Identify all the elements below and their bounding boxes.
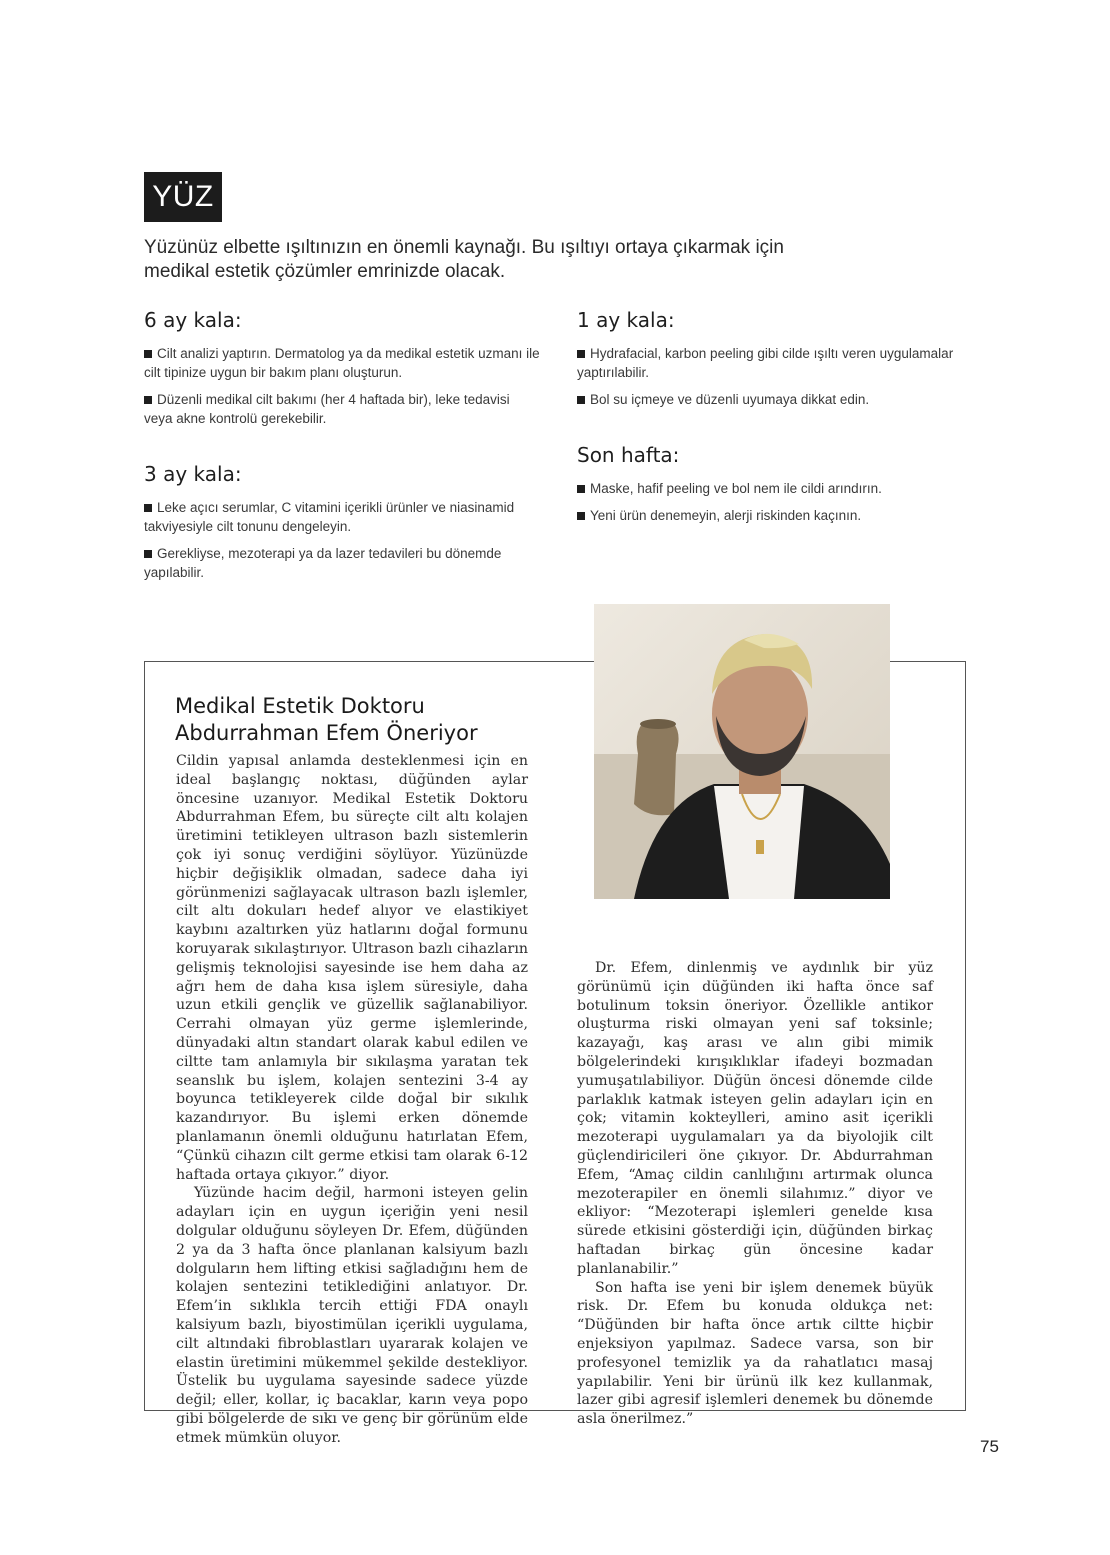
tip-item-text: Yeni ürün denemeyin, alerji riskinden kaçının. [590,508,862,523]
tip-item-text: Hydrafacial, karbon peeling gibi cilde ışıltı veren uygulamalar yaptırılabilir. [577,346,954,380]
square-bullet-icon [144,550,152,558]
tip-heading: 3 ay kala: [144,462,242,486]
tip-item [144,390,540,428]
square-bullet-icon [577,512,585,520]
tip-block-3-months [144,460,540,582]
article-paragraph: Dr. Efem, dinlenmiş ve aydınlık bir yüz görünümü için düğünden iki hafta önce saf botulinum toksin öneriyor. Özellikle antikor oluşturma riski olmayan yeni saf toksinle; kazayağı, kaş arası ve alın gibi mimik bölgelerindeki kırışıklıklar ifadeyi bozmadan yumuşatılabiliyor. Düğün öncesi dönemde cilde parlaklık katmak isteyen gelin adayları için en çok; vitamin kokteylleri, amino asit içerikli mezoterapi uygulamaları ya da biyolojik cilt güçlendiricileri öne çıkıyor. Dr. Abdurrahman Efem, “Amaç cildin canlılığını artırmak olunca mezoterapiler en önemli silahımız.” diyor ve ekliyor: “Mezoterapi işlemleri genelde kısa sürede etkisini gösterdiği için, düğünden birkaç haftadan birkaç gün öncesine kadar planlanabilir.” [577,960,933,1277]
article-paragraph: Yüzünde hacim değil, harmoni isteyen gelin adayları için en uygun içeriğin yeni nesil dolgular olduğunu söyleyen Dr. Efem, düğünden 2 ya da 3 hafta önce planlanan kalsiyum bazlı dolguların hem lifting etkisi sağladığını hem de kolajen sentezini tetiklediğini anlatıyor. Dr. Efem’in sıklıkla tercih ettiği FDA onaylı kalsiyum bazlı, biyostimülan içerikli uygulama, cilt altındaki fibroblastları uyararak kolajen ve elastin üretimini mükemmel şekilde destekliyor. Üstelik bu uygulama sayesinde sadece yüzde değil; eller, kollar, iç bacaklar, karın veya popo gibi bölgelerde de sıkı ve genç bir görünüm elde etmek mümkün oluyor. [176,1185,528,1446]
tip-item-text: Maske, hafif peeling ve bol nem ile cildi arındırın. [590,481,882,496]
square-bullet-icon [577,350,585,358]
tip-item-text: Leke açıcı serumlar, C vitamini içerikli ürünler ve niasinamid takviyesiyle cilt tonunu dengeleyin. [144,500,515,534]
tip-heading: Son hafta: [577,443,680,467]
square-bullet-icon [577,485,585,493]
tip-item [577,390,977,409]
tips-left-column [144,306,540,590]
square-bullet-icon [144,504,152,512]
tip-item-text: Düzenli medikal cilt bakımı (her 4 haftada bir), leke tedavisi veya akne kontrolü gerekebilir. [144,392,510,426]
tip-block-1-month [577,306,977,409]
doctor-photo [594,604,890,899]
article-title-line1: Medikal Estetik Doktoru [175,694,425,718]
tips-right-column [577,306,977,533]
tip-item [577,506,977,525]
tip-block-6-months [144,306,540,428]
square-bullet-icon [144,350,152,358]
article-right-column [577,959,933,1429]
tip-item [144,344,540,382]
tip-item-text: Bol su içmeye ve düzenli uyumaya dikkat edin. [590,392,870,407]
article-paragraph: Son hafta ise yeni bir işlem denemek büyük risk. Dr. Efem bu konuda oldukça net: “Düğünden bir hafta önce artık ciltte hiçbir enjeksiyon yapılmaz. Sadece varsa, son bir profesyonel temizlik ya da rahatlatıcı masaj yapılabilir. Yeni bir ürünü ilk kez kullanmak, lazer gibi agresif işlemleri denemek bu dönemde asla önerilmez.” [577,1279,933,1428]
article-paragraph: Cildin yapısal anlamda desteklenmesi için en ideal başlangıç noktası, düğünden aylar öncesine uzanıyor. Medikal Estetik Doktoru Abdurrahman Efem, bu süreçte cilt altı kolajen üretimini tetikleyen ultrason bazlı sistemlerin çok iyi sonuç verdiğini söylüyor. Yüzünüzde hiçbir değişiklik olmadan, sadece daha iyi görünmenizi sağlayacak ultrason bazlı işlemler, cilt altı dokuları hedef alıyor ve elastikiyet kaybını azaltırken yüz hatlarını doğal formunu koruyarak sıkılaştırıyor. Ultrason bazlı cihazların gelişmiş teknolojisi sayesinde ise hem daha az ağrı hem de daha kısa işlem süresiyle, daha uzun etkili gençlik ve güzellik sağlanabiliyor. Cerrahi olmayan yüz germe işlemlerinde, dünyadaki altın standart olarak kabul edilen ve ciltte tam anlamıyla bir sıkılaşma yaratan tek seanslık bu işlem, kolajen sentezini 3-4 ay boyunca tetikleyerek cilde doğal bir sıkılık kazandırıyor. Bu işlemi erken dönemde planlamanın önemli olduğunu hatırlatan Efem, “Çünkü cihazın cilt germe etkisi tam olarak 6-12 haftada ortaya çıkıyor.” diyor. [176,753,528,1183]
tip-item [577,479,977,498]
square-bullet-icon [577,396,585,404]
square-bullet-icon [144,396,152,404]
page-number: 75 [980,1437,999,1456]
tip-item [144,544,540,582]
tip-item-text: Cilt analizi yaptırın. Dermatolog ya da medikal estetik uzmanı ile cilt tipinize uygun bir bakım planı oluşturun. [144,346,540,380]
article-title-line2: Abdurrahman Efem Öneriyor [175,721,478,745]
doctor-portrait-image [594,604,890,899]
tip-item [577,344,977,382]
section-tag: YÜZ [144,172,222,222]
tip-item [144,498,540,536]
article-left-column [176,752,528,1447]
section-intro: Yüzünüz elbette ışıltınızın en önemli kaynağı. Bu ışıltıyı ortaya çıkarmak için medikal estetik çözümler emrinizde olacak. [144,237,784,282]
article-title [175,693,555,747]
tip-item-text: Gerekliyse, mezoterapi ya da lazer tedavileri bu dönemde yapılabilir. [144,546,502,580]
tip-block-last-week [577,441,977,525]
tip-heading: 6 ay kala: [144,308,242,332]
tip-heading: 1 ay kala: [577,308,675,332]
